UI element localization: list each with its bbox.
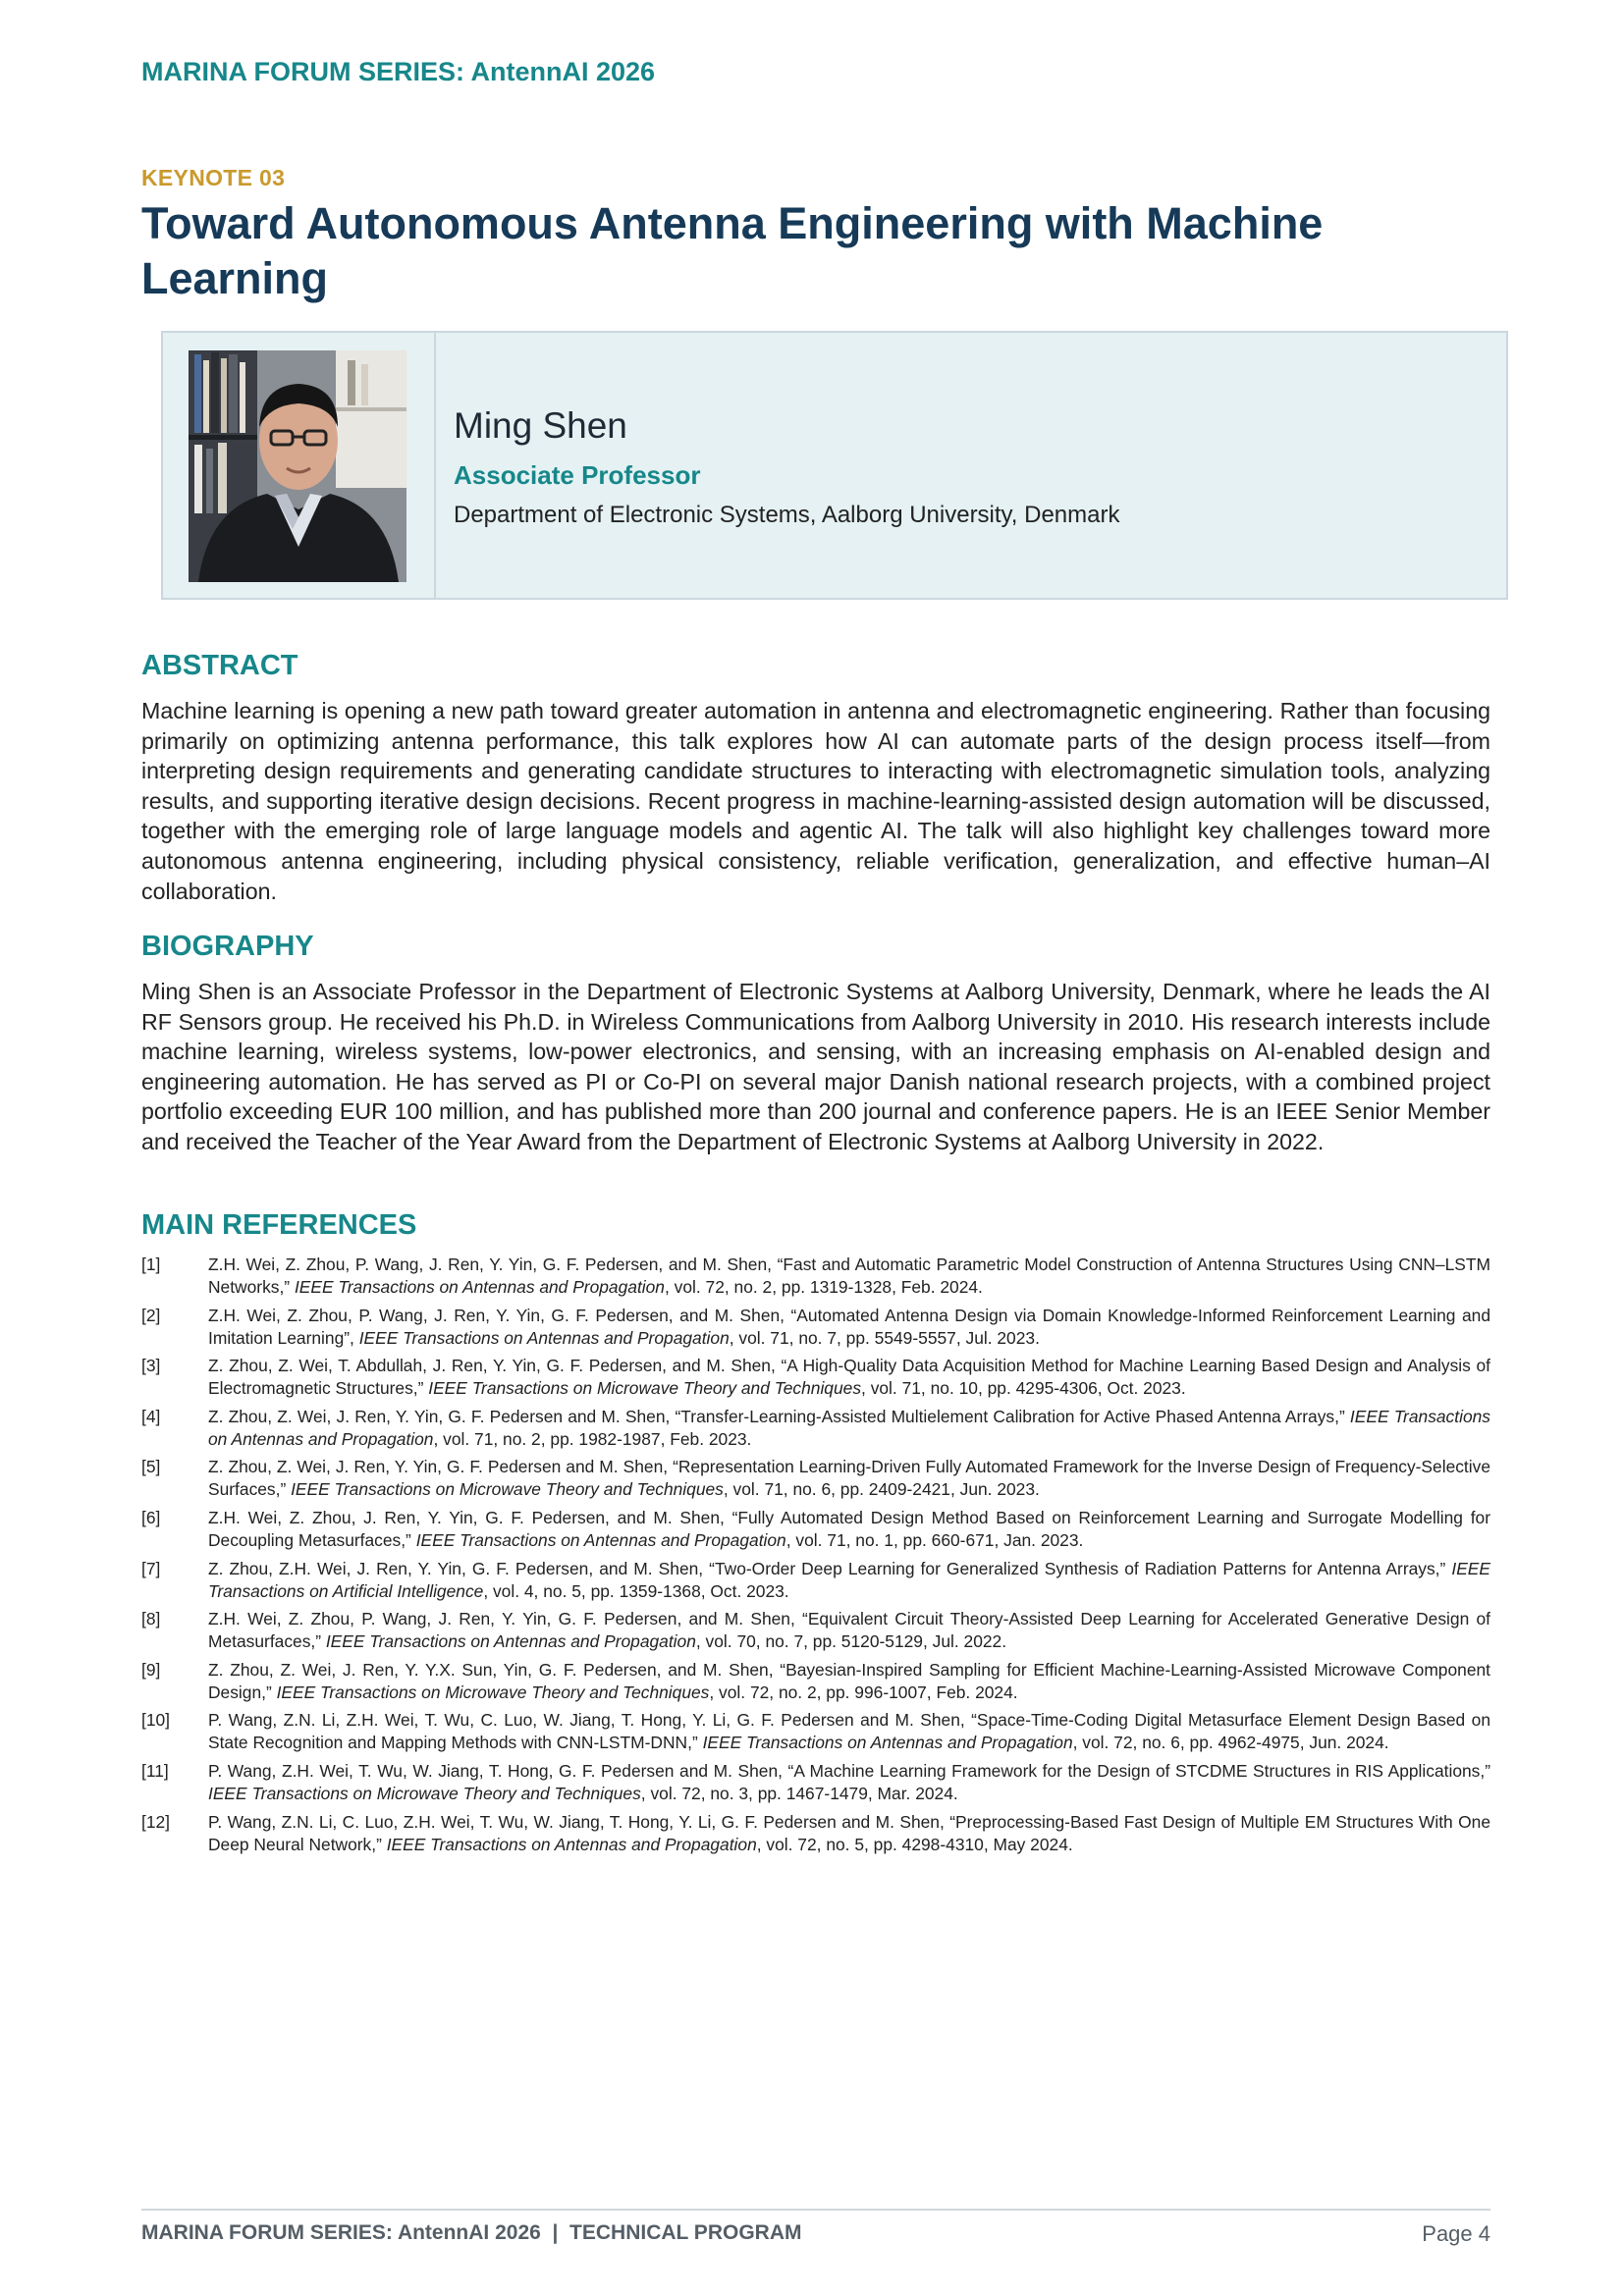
reference-text: Z. Zhou, Z. Wei, T. Abdullah, J. Ren, Y. Yin, G. F. Pedersen, and M. Shen, “A High-Quality Data Acquisition Method for Machine Learning Based Design and Analysis of Electromagnetic Structures,” IEEE Transactions on Microwave Theory and Techniques, vol. 71, no. 10, pp. 4295-4306, Oct. 2023.: [208, 1356, 1490, 1399]
reference-text: P. Wang, Z.N. Li, Z.H. Wei, T. Wu, C. Luo, W. Jiang, T. Hong, Y. Li, G. F. Pedersen and M. Shen, “Space-Time-Coding Digital Metasurface Element Design Based on State Recognition and Mapping Methods with CNN-LSTM-DNN,” IEEE Transactions on Antennas and Propagation, vol. 72, no. 6, pp. 4962-4975, Jun. 2024.: [208, 1710, 1490, 1753]
reference-item: [141, 1659, 1490, 1704]
reference-text: P. Wang, Z.N. Li, C. Luo, Z.H. Wei, T. Wu, W. Jiang, T. Hong, Y. Li, G. F. Pedersen and M. Shen, “Preprocessing-Based Fast Design of Multiple EM Structures With One Deep Neural Network,” IEEE Transactions on Antennas and Propagation, vol. 72, no. 5, pp. 4298-4310, May 2024.: [208, 1811, 1490, 1854]
series-header: MARINA FORUM SERIES: AntennAI 2026: [141, 57, 656, 86]
reference-number: [4]: [141, 1406, 161, 1426]
reference-number: [9]: [141, 1659, 161, 1680]
speaker-card: [161, 331, 1508, 600]
reference-text: Z. Zhou, Z.H. Wei, J. Ren, Y. Yin, G. F. Pedersen, and M. Shen, “Two-Order Deep Learning for Generalized Synthesis of Radiation Patterns for Antenna Arrays,” IEEE Transactions on Artificial Intelligence, vol. 4, no. 5, pp. 1359-1368, Oct. 2023.: [208, 1558, 1490, 1601]
reference-item: [141, 1811, 1490, 1856]
reference-text: Z.H. Wei, Z. Zhou, P. Wang, J. Ren, Y. Yin, G. F. Pedersen, and M. Shen, “Automated Antenna Design via Domain Knowledge-Informed Reinforcement Learning and Imitation Learning”, IEEE Transactions on Antennas and Propagation, vol. 71, no. 7, pp. 5549-5557, Jul. 2023.: [208, 1305, 1490, 1348]
speaker-portrait-image: [189, 350, 406, 582]
reference-number: [1]: [141, 1255, 161, 1274]
reference-number: [8]: [141, 1609, 161, 1629]
reference-number: [12]: [141, 1811, 171, 1832]
reference-item: [141, 1406, 1490, 1451]
biography-heading: BIOGRAPHY: [141, 931, 314, 962]
reference-number: [7]: [141, 1558, 161, 1578]
page-number: Page 4: [1422, 2221, 1490, 2246]
reference-item: [141, 1760, 1490, 1805]
footer-title: MARINA FORUM SERIES: AntennAI 2026 | TECHNICAL PROGRAM: [141, 2221, 802, 2244]
document-page: [141, 0, 1490, 2296]
reference-text: Z. Zhou, Z. Wei, J. Ren, Y. Yin, G. F. Pedersen and M. Shen, “Transfer-Learning-Assisted Multielement Calibration for Active Phased Antenna Arrays,” IEEE Transactions on Antennas and Propagation, vol. 71, no. 2, pp. 1982-1987, Feb. 2023.: [208, 1406, 1490, 1449]
reference-number: [5]: [141, 1457, 161, 1477]
reference-number: [2]: [141, 1305, 161, 1325]
references-heading: MAIN REFERENCES: [141, 1209, 417, 1241]
reference-item: [141, 1709, 1490, 1754]
reference-item: [141, 1507, 1490, 1552]
reference-item: [141, 1355, 1490, 1400]
speaker-name: Ming Shen: [454, 405, 627, 446]
reference-text: Z.H. Wei, Z. Zhou, J. Ren, Y. Yin, G. F. Pedersen, and M. Shen, “Fully Automated Design Method Based on Reinforcement Learning and Surrogate Modelling for Decoupling Metasurfaces,” IEEE Transactions on Antennas and Propagation, vol. 71, no. 1, pp. 660-671, Jan. 2023.: [208, 1507, 1490, 1550]
reference-item: [141, 1254, 1490, 1299]
reference-text: Z.H. Wei, Z. Zhou, P. Wang, J. Ren, Y. Yin, G. F. Pedersen, and M. Shen, “Equivalent Circuit Theory-Assisted Deep Learning for Accelerated Generative Design of Metasurfaces,” IEEE Transactions on Antennas and Propagation, vol. 70, no. 7, pp. 5120-5129, Jul. 2022.: [208, 1609, 1490, 1652]
reference-item: [141, 1608, 1490, 1653]
photo-cell: [163, 333, 436, 598]
reference-list: [141, 1254, 1490, 1861]
reference-number: [6]: [141, 1507, 161, 1527]
speaker-role: Associate Professor: [454, 460, 701, 490]
reference-number: [3]: [141, 1356, 161, 1376]
abstract-text: Machine learning is opening a new path toward greater automation in antenna and electromagnetic engineering. Rather than focusing primarily on optimizing antenna performance, this talk explores how AI can automate parts of the design process itself—from interpreting design requirements and generating candidate structures to interacting with electromagnetic simulation tools, analyzing results, and supporting iterative design decisions. Recent progress in machine-learning-assisted design automation will be discussed, together with the emerging role of large language models and agentic AI. The talk will also highlight key challenges toward more autonomous antenna engineering, including physical consistency, reliable verification, generalization, and effective human–AI collaboration.: [141, 698, 1490, 904]
keynote-label: KEYNOTE 03: [141, 165, 286, 190]
reference-text: Z. Zhou, Z. Wei, J. Ren, Y. Y.X. Sun, Yin, G. F. Pedersen, and M. Shen, “Bayesian-Inspired Sampling for Efficient Machine-Learning-Assisted Microwave Component Design,” IEEE Transactions on Microwave Theory and Techniques, vol. 72, no. 2, pp. 996-1007, Feb. 2024.: [208, 1659, 1490, 1702]
speaker-affiliation: Department of Electronic Systems, Aalborg University, Denmark: [454, 502, 1120, 528]
talk-title: Toward Autonomous Antenna Engineering with Machine Learning: [141, 198, 1324, 303]
footer-divider: [141, 2209, 1490, 2211]
reference-text: Z. Zhou, Z. Wei, J. Ren, Y. Yin, G. F. Pedersen and M. Shen, “Representation Learning-Driven Fully Automated Framework for the Inverse Design of Frequency-Selective Surfaces,” IEEE Transactions on Microwave Theory and Techniques, vol. 71, no. 6, pp. 2409-2421, Jun. 2023.: [208, 1457, 1490, 1500]
reference-text: Z.H. Wei, Z. Zhou, P. Wang, J. Ren, Y. Yin, G. F. Pedersen, and M. Shen, “Fast and Automatic Parametric Model Construction of Antenna Structures Using CNN–LSTM Networks,” IEEE Transactions on Antennas and Propagation, vol. 72, no. 2, pp. 1319-1328, Feb. 2024.: [208, 1255, 1490, 1297]
reference-item: [141, 1305, 1490, 1350]
reference-number: [10]: [141, 1710, 171, 1731]
abstract-heading: ABSTRACT: [141, 650, 298, 681]
reference-number: [11]: [141, 1760, 169, 1781]
biography-text: Ming Shen is an Associate Professor in the Department of Electronic Systems at Aalborg University, Denmark, where he leads the AI RF Sensors group. He received his Ph.D. in Wireless Communications from Aalborg University in 2010. His research interests include machine learning, wireless systems, low-power electronics, and sensing, with an increasing emphasis on AI-enabled design and engineering automation. He has served as PI or Co-PI on several major Danish national research projects, with a combined project portfolio exceeding EUR 100 million, and has published more than 200 journal and conference papers. He is an IEEE Senior Member and received the Teacher of the Year Award from the Department of Electronic Systems at Aalborg University in 2022.: [141, 979, 1490, 1154]
reference-item: [141, 1456, 1490, 1501]
speaker-photo: [189, 350, 406, 582]
reference-text: P. Wang, Z.H. Wei, T. Wu, W. Jiang, T. Hong, G. F. Pedersen and M. Shen, “A Machine Learning Framework for the Design of STCDME Structures in RIS Applications,” IEEE Transactions on Microwave Theory and Techniques, vol. 72, no. 3, pp. 1467-1479, Mar. 2024.: [208, 1760, 1490, 1803]
reference-item: [141, 1558, 1490, 1603]
